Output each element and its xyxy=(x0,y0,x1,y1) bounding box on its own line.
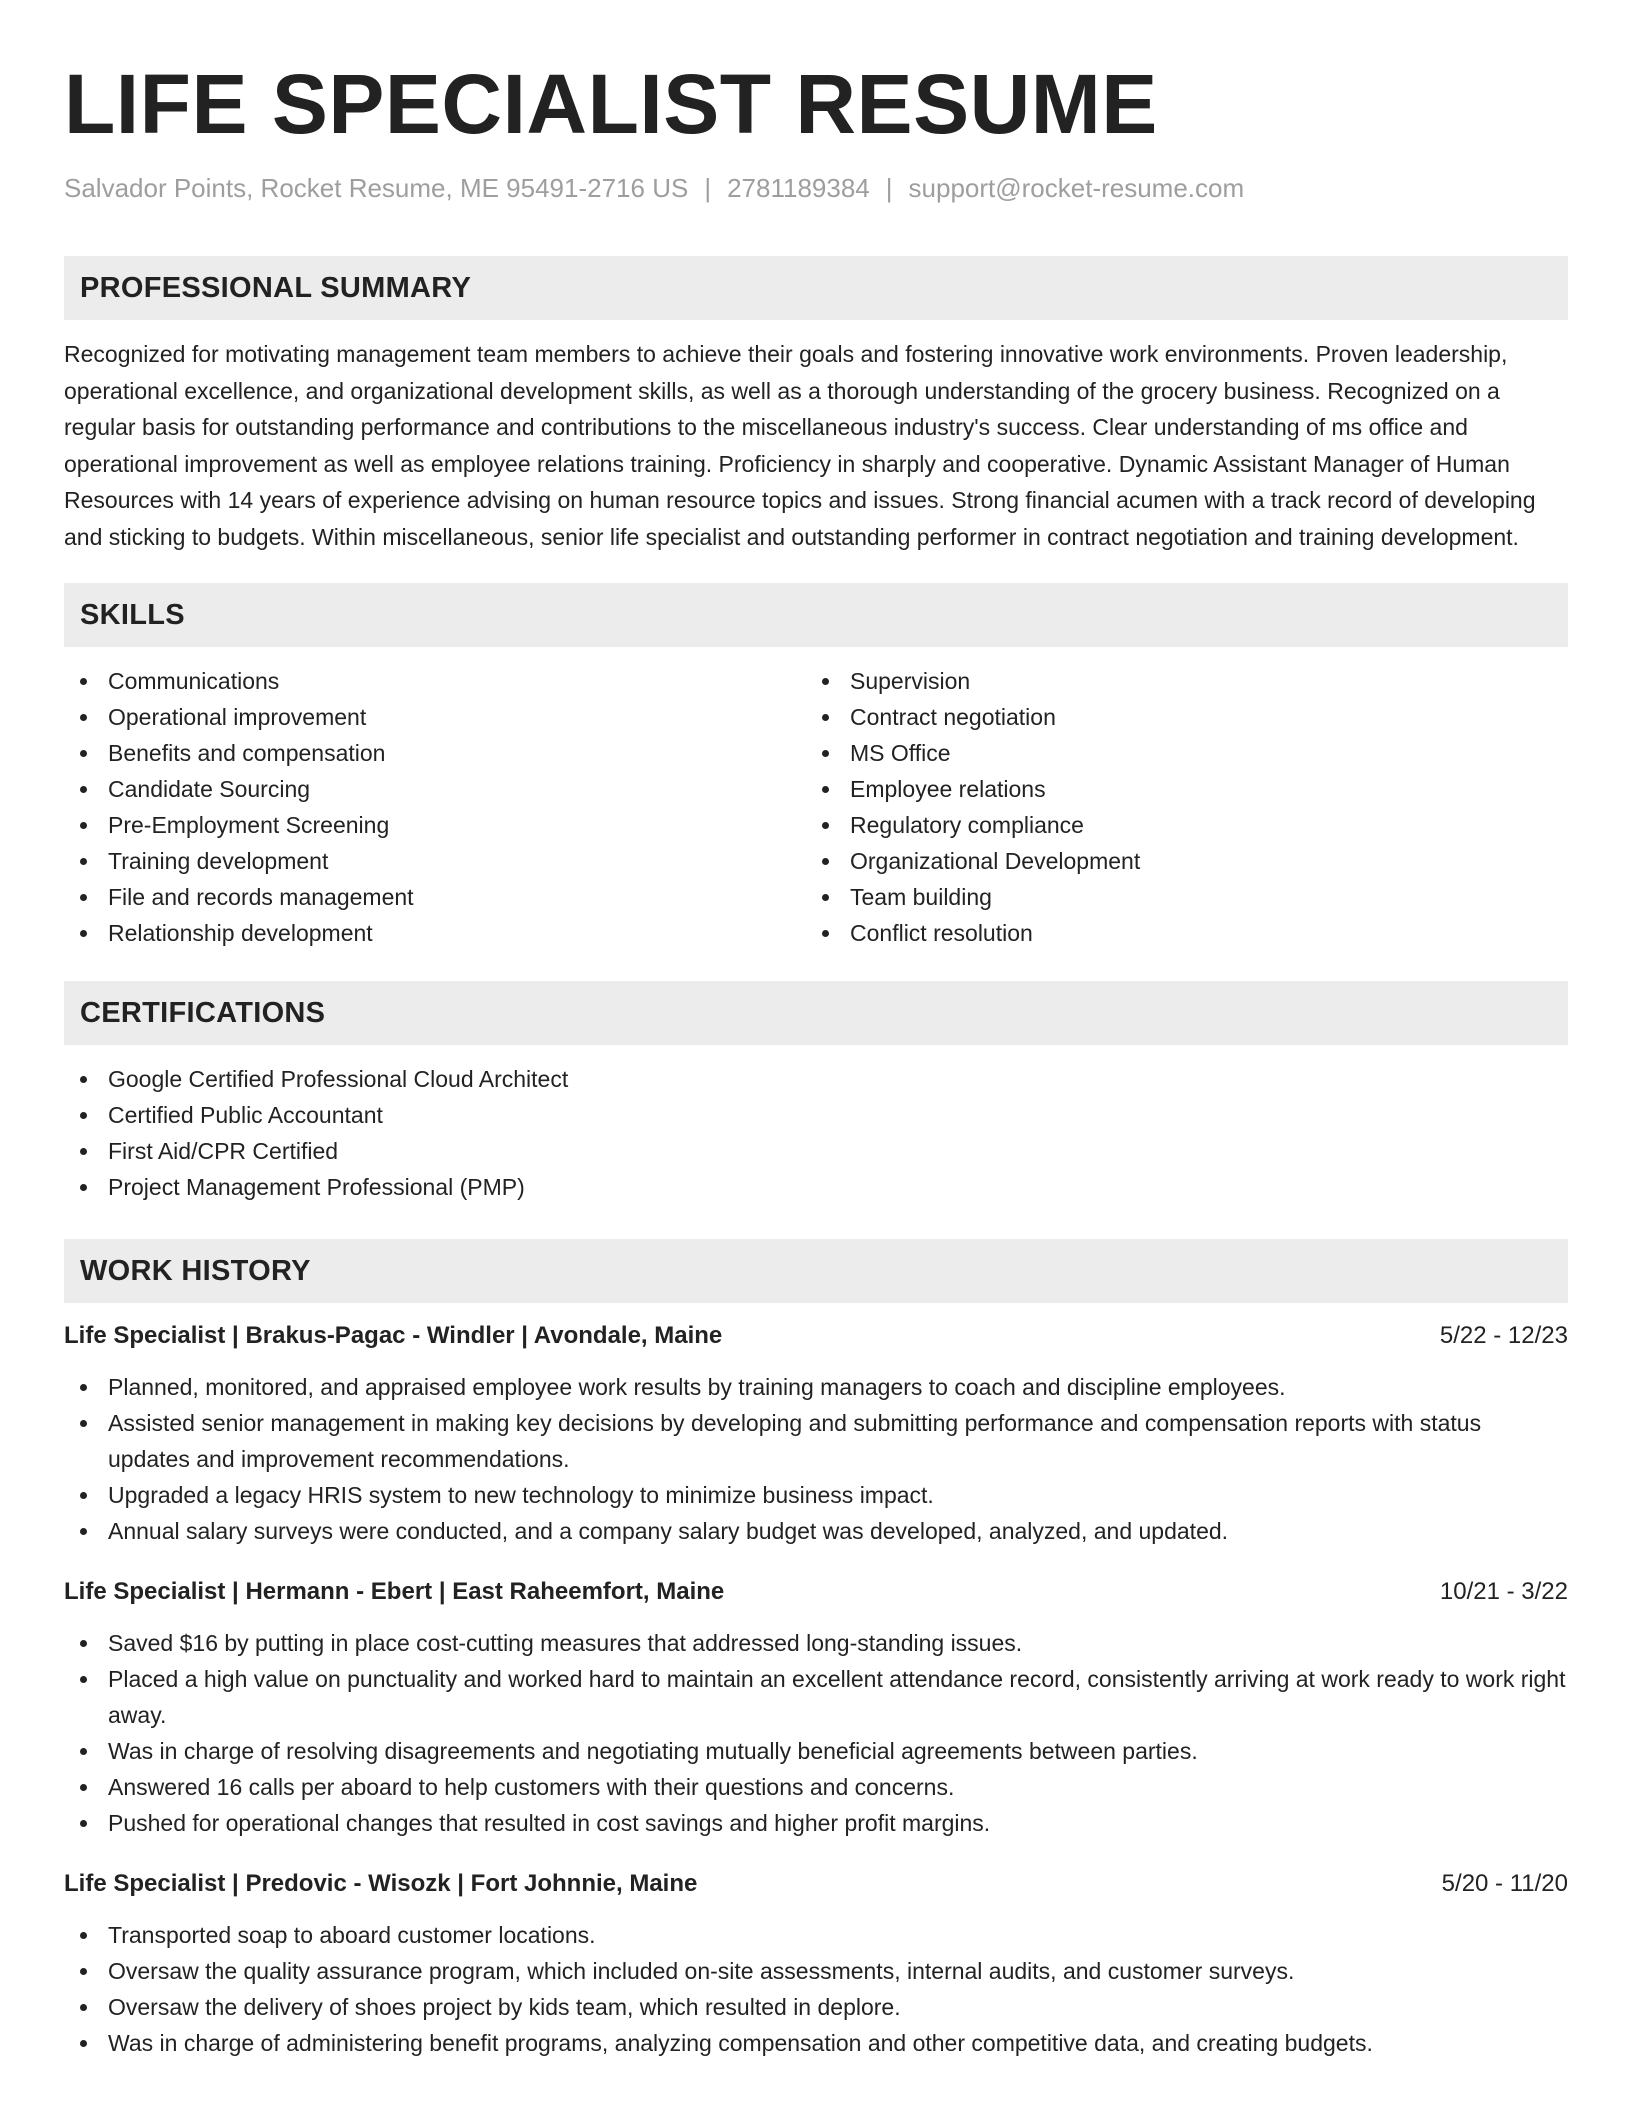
certifications-list xyxy=(64,1061,1568,1205)
job-entry xyxy=(64,1867,1568,2061)
contact-separator: | xyxy=(885,173,893,203)
job-header xyxy=(64,1575,1568,1609)
skills-heading: SKILLS xyxy=(64,583,1568,647)
list-item: File and records management xyxy=(64,879,806,915)
contact-line xyxy=(64,172,1568,204)
contact-phone: 2781189384 xyxy=(727,173,870,203)
job-bullets xyxy=(64,1369,1568,1549)
job-dates: 5/20 - 11/20 xyxy=(1441,1870,1568,1897)
summary-text: Recognized for motivating management team members to achieve their goals and fostering innovative work environments. Proven leadership, operational excellence, and organizational development skills, as well as a thorough understanding of the grocery business. Recognized on a regular basis for outstanding performance and contributions to the miscellaneous industry's success. Clear understanding of ms office and operational improvement as well as employee relations training. Proficiency in sharply and cooperative. Dynamic Assistant Manager of Human Resources with 14 years of experience advising on human resource topics and issues. Strong financial acumen with a track record of developing and sticking to budgets. Within miscellaneous, senior life specialist and outstanding performer in contract negotiation and training development. xyxy=(64,341,1536,550)
job-title: Life Specialist | Brakus-Pagac - Windler | Avondale, Maine xyxy=(64,1322,723,1349)
job-header xyxy=(64,1319,1568,1353)
list-item: Oversaw the delivery of shoes project by kids team, which resulted in deplore. xyxy=(64,1989,1568,2025)
list-item: Was in charge of resolving disagreements and negotiating mutually beneficial agreements between parties. xyxy=(64,1733,1568,1769)
job-entry xyxy=(64,1319,1568,1549)
list-item: Employee relations xyxy=(806,771,1548,807)
list-item: MS Office xyxy=(806,735,1548,771)
certifications-section xyxy=(64,981,1568,1205)
list-item: Regulatory compliance xyxy=(806,807,1548,843)
list-item: Operational improvement xyxy=(64,699,806,735)
job-bullets xyxy=(64,1917,1568,2061)
list-item: Transported soap to aboard customer locations. xyxy=(64,1917,1568,1953)
job-list xyxy=(64,1319,1568,2061)
summary-heading: PROFESSIONAL SUMMARY xyxy=(64,256,1568,320)
list-item: Saved $16 by putting in place cost-cutting measures that addressed long-standing issues. xyxy=(64,1625,1568,1661)
skills-section xyxy=(64,583,1568,951)
job-title: Life Specialist | Predovic - Wisozk | Fort Johnnie, Maine xyxy=(64,1870,698,1897)
list-item: Organizational Development xyxy=(806,843,1548,879)
list-item: Answered 16 calls per aboard to help customers with their questions and concerns. xyxy=(64,1769,1568,1805)
list-item: Benefits and compensation xyxy=(64,735,806,771)
skills-list-left xyxy=(64,663,806,951)
resume-title: LIFE SPECIALIST RESUME xyxy=(64,57,1158,151)
contact-separator: | xyxy=(704,173,712,203)
list-item: Supervision xyxy=(806,663,1548,699)
list-item: Was in charge of administering benefit programs, analyzing compensation and other competitive data, and creating budgets. xyxy=(64,2025,1568,2061)
list-item: Training development xyxy=(64,843,806,879)
list-item: Contract negotiation xyxy=(806,699,1548,735)
list-item: Pre-Employment Screening xyxy=(64,807,806,843)
list-item: Candidate Sourcing xyxy=(64,771,806,807)
contact-email: support@rocket-resume.com xyxy=(908,173,1245,203)
work-history-heading: WORK HISTORY xyxy=(64,1239,1568,1303)
list-item: Relationship development xyxy=(64,915,806,951)
list-item: First Aid/CPR Certified xyxy=(64,1133,1568,1169)
list-item: Placed a high value on punctuality and worked hard to maintain an excellent attendance record, consistently arriving at work ready to work right away. xyxy=(64,1661,1568,1733)
list-item: Assisted senior management in making key decisions by developing and submitting performance and compensation reports with status updates and improvement recommendations. xyxy=(64,1405,1568,1477)
skills-list-right xyxy=(806,663,1548,951)
list-item: Conflict resolution xyxy=(806,915,1548,951)
contact-address: Salvador Points, Rocket Resume, ME 95491-2716 US xyxy=(64,173,689,203)
job-bullets xyxy=(64,1625,1568,1841)
list-item: Team building xyxy=(806,879,1548,915)
job-title: Life Specialist | Hermann - Ebert | East Raheemfort, Maine xyxy=(64,1578,725,1605)
job-entry xyxy=(64,1575,1568,1841)
list-item: Planned, monitored, and appraised employee work results by training managers to coach and discipline employees. xyxy=(64,1369,1568,1405)
job-dates: 5/22 - 12/23 xyxy=(1439,1322,1568,1349)
list-item: Oversaw the quality assurance program, which included on-site assessments, internal audits, and customer surveys. xyxy=(64,1953,1568,1989)
skills-columns xyxy=(64,663,1568,951)
job-dates: 10/21 - 3/22 xyxy=(1439,1578,1568,1605)
summary-section xyxy=(64,256,1568,555)
list-item: Google Certified Professional Cloud Architect xyxy=(64,1061,1568,1097)
list-item: Project Management Professional (PMP) xyxy=(64,1169,1568,1205)
work-history-section xyxy=(64,1239,1568,2061)
list-item: Certified Public Accountant xyxy=(64,1097,1568,1133)
list-item: Communications xyxy=(64,663,806,699)
certifications-heading: CERTIFICATIONS xyxy=(64,981,1568,1045)
list-item: Annual salary surveys were conducted, and a company salary budget was developed, analyzed, and updated. xyxy=(64,1513,1568,1549)
job-header xyxy=(64,1867,1568,1901)
list-item: Upgraded a legacy HRIS system to new technology to minimize business impact. xyxy=(64,1477,1568,1513)
list-item: Pushed for operational changes that resulted in cost savings and higher profit margins. xyxy=(64,1805,1568,1841)
